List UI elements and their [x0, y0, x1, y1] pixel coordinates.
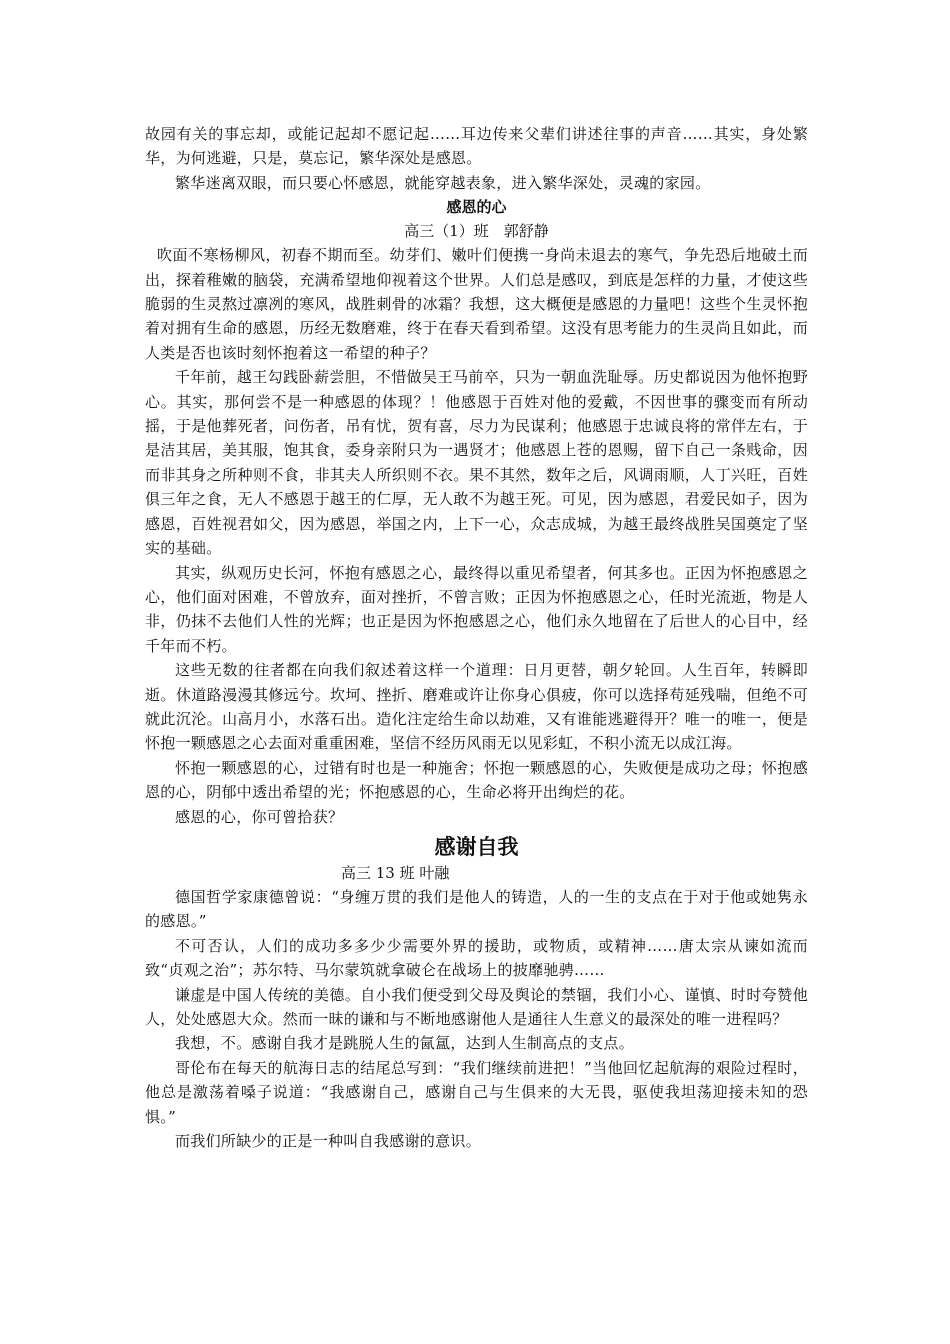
- essay-byline: 高三 13 班 叶融: [341, 863, 450, 882]
- intro-paragraph: 繁华迷离双眼，而只要心怀感恩，就能穿越表象，进入繁华深处，灵魂的家园。: [175, 173, 711, 192]
- essay-paragraph: 谦虚是中国人传统的美德。自小我们便受到父母及舆论的禁锢，我们小心、谨慎、时时夸赞他人，处处感恩大众。然而一昧的谦和与不断地感谢他人是通往人生意义的最深处的唯一进程吗？: [145, 985, 808, 1028]
- essay-paragraph: 吹面不寒杨柳风，初春不期而至。幼芽们、嫩叶们便携一身尚未退去的寒气，争先恐后地破土而出，探着稚嫩的脑袋，充满希望地仰视着这个世界。人们总是感叹，到底是怎样的力量，才使这些脆弱的生灵熬过凛冽的寒风，战胜刺骨的冰霜？我想，这大概便是感恩的力量吧！这些个生灵怀抱着对拥有生命的感恩，历经无数磨难，终于在春天看到希望。这没有思考能力的生灵尚且如此，而人类是否也该时刻怀抱着这一希望的种子？: [145, 246, 808, 362]
- essay-paragraph: 德国哲学家康德曾说：“身缠万贯的我们是他人的铸造，人的一生的支点在于对于他或她隽永的感恩。”: [145, 887, 808, 931]
- essay-paragraph: 不可否认，人们的成功多多少少需要外界的援助，或物质，或精神……唐太宗从谏如流而致“贞观之治”；苏尔特、马尔蒙筑就拿破仑在战场上的披靡驰骋……: [145, 936, 808, 980]
- essay-paragraph: 我想，不。感谢自我才是跳脱人生的氤氲，达到人生制高点的支点。: [175, 1034, 635, 1053]
- essay-paragraph: 千年前，越王勾践卧薪尝胆，不惜做吴王马前卒，只为一朝血洗耻辱。历史都说因为他怀抱野心。其实，那何尝不是一种感恩的体现？！他感恩于百姓对他的爱戴，不因世事的骤变而有所动摇，于是他葬死者，问伤者，吊有忧，贺有喜，尽力为民谋利；他感恩于忠诚良将的常伴左右，于是洁其居，美其服，饱其食，委身亲附只为一遇贤才；他感恩上苍的恩赐，留下自己一条贱命，因而非其身之所种则不食，非其夫人所织则不衣。果不其然，数年之后，风调雨顺，人丁兴旺，百姓俱三年之食，无人不感恩于越王的仁厚，无人敢不为越王死。可见，因为感恩，君爱民如子，因为感恩，百姓视君如父，因为感恩，举国之内，上下一心，众志成城，为越王最终战胜吴国奠定了坚实的基础。: [145, 368, 808, 558]
- essay-paragraph: 其实，纵观历史长河，怀抱有感恩之心，最终得以重见希望者，何其多也。正因为怀抱感恩之心，他们面对困难，不曾放弃，面对挫折，不曾言败；正因为怀抱感恩之心，任时光流逝，物是人非，仍抹不去他们人性的光辉；也正是因为怀抱感恩之心，他们永久地留在了后世人的心目中，经千年而不朽。: [145, 563, 808, 655]
- essay-title: 感谢自我: [434, 833, 519, 859]
- essay-paragraph: 哥伦布在每天的航海日志的结尾总写到：“我们继续前进把！”当他回忆起航海的艰险过程时，他总是激荡着嗓子说道：“我感谢自己，感谢自己与生俱来的大无畏，驱使我坦荡迎接未知的恐惧。”: [145, 1058, 808, 1126]
- essay-byline: 高三（1）班 郭舒静: [404, 222, 549, 241]
- document-page: [145, 122, 808, 1153]
- essay-paragraph: 感恩的心，你可曾拾获？: [175, 807, 344, 826]
- essay-paragraph: 而我们所缺少的正是一种叫自我感谢的意识。: [175, 1132, 482, 1151]
- essay-title: 感恩的心: [446, 198, 507, 217]
- essay-paragraph: 怀抱一颗感恩的心，过错有时也是一种施舍；怀抱一颗感恩的心，失败便是成功之母；怀抱感恩的心，阴郁中透出希望的光；怀抱感恩的心，生命必将开出绚烂的花。: [145, 758, 808, 802]
- intro-paragraph: 故园有关的事忘却，或能记起却不愿记起……耳边传来父辈们讲述往事的声音……其实，身处繁华，为何逃避，只是，莫忘记，繁华深处是感恩。: [145, 125, 808, 168]
- essay-paragraph: 这些无数的往者都在向我们叙述着这样一个道理：日月更替，朝夕轮回。人生百年，转瞬即逝。休道路漫漫其修远兮。坎坷、挫折、磨难或许让你身心俱疲，你可以选择苟延残喘，但绝不可就此沉沦。山高月小，水落石出。造化注定给生命以劫难，又有谁能逃避得开？唯一的唯一，便是怀抱一颗感恩之心去面对重重困难，坚信不经历风雨无以见彩虹，不积小流无以成江海。: [145, 661, 808, 753]
